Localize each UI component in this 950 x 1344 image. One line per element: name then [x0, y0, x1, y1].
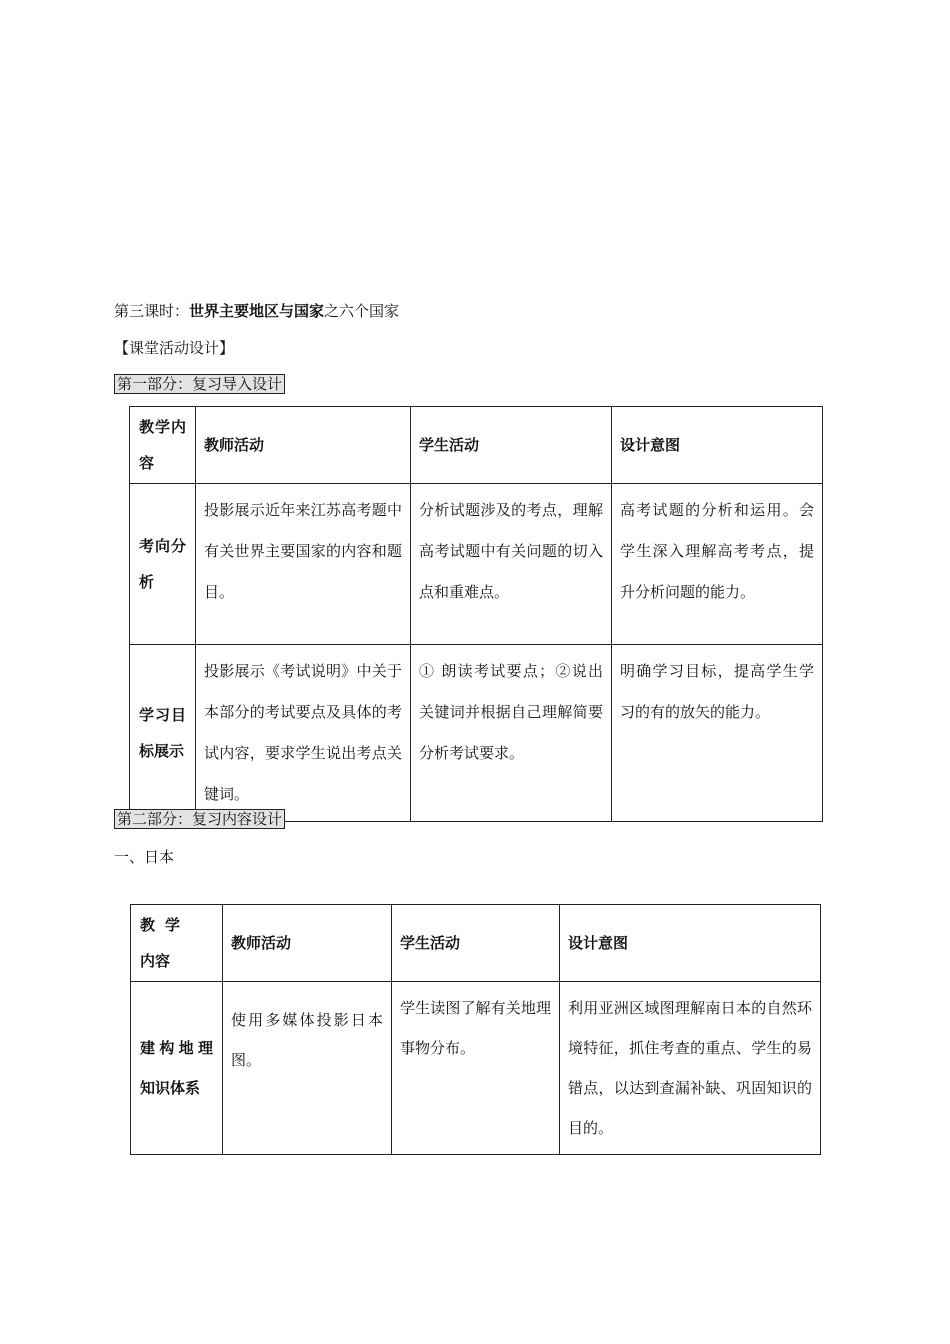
table-row — [131, 982, 821, 1155]
header-content-label: 教学内容 — [140, 916, 180, 970]
table-header-row — [130, 407, 823, 484]
cell-intent: 利用亚洲区域图理解南日本的自然环境特征，抓住考查的重点、学生的易错点，以达到查漏补缺、巩固知识的目的。 — [560, 982, 821, 1155]
part2-heading — [114, 809, 285, 829]
part1-heading — [114, 374, 285, 394]
cell-teacher: 投影展示近年来江苏高考题中有关世界主要国家的内容和题目。 — [196, 484, 411, 645]
header-student: 学生活动 — [411, 407, 612, 484]
lesson-title-suffix: 之六个国家 — [324, 302, 400, 320]
header-teacher: 教师活动 — [223, 905, 392, 982]
row-label: 建构地理知识体系 — [131, 982, 223, 1155]
part1-heading-label: 第一部分：复习导入设计 — [114, 374, 285, 394]
lesson-title-bold: 世界主要地区与国家 — [189, 302, 325, 320]
header-intent: 设计意图 — [612, 407, 823, 484]
cell-student: ① 朗读考试要点；②说出关键词并根据自己理解简要分析考试要求。 — [411, 645, 612, 822]
part1-table — [129, 406, 823, 822]
lesson-title — [114, 301, 399, 321]
row-label: 考向分析 — [130, 484, 196, 645]
header-content: 教学内容 — [130, 407, 196, 484]
header-student: 学生活动 — [392, 905, 560, 982]
header-teacher: 教师活动 — [196, 407, 411, 484]
part2-heading-label: 第二部分：复习内容设计 — [114, 809, 285, 829]
table-row — [130, 645, 823, 822]
row-label: 学习目标展示 — [130, 645, 196, 822]
section-heading: 【课堂活动设计】 — [114, 339, 235, 357]
header-content — [131, 905, 223, 982]
cell-teacher: 使用多媒体投影日本图。 — [223, 982, 392, 1155]
cell-student: 分析试题涉及的考点，理解高考试题中有关问题的切入点和重难点。 — [411, 484, 612, 645]
cell-teacher: 投影展示《考试说明》中关于本部分的考试要点及具体的考试内容，要求学生说出考点关键词。 — [196, 645, 411, 822]
cell-student: 学生读图了解有关地理事物分布。 — [392, 982, 560, 1155]
cell-intent: 明确学习目标，提高学生学习的有的放矢的能力。 — [612, 645, 823, 822]
table-row — [130, 484, 823, 645]
cell-intent: 高考试题的分析和运用。会学生深入理解高考考点，提升分析问题的能力。 — [612, 484, 823, 645]
part2-subheading: 一、日本 — [114, 848, 175, 866]
lesson-title-prefix: 第三课时： — [114, 302, 190, 320]
header-intent: 设计意图 — [560, 905, 821, 982]
table-header-row — [131, 905, 821, 982]
part2-table — [130, 904, 821, 1155]
